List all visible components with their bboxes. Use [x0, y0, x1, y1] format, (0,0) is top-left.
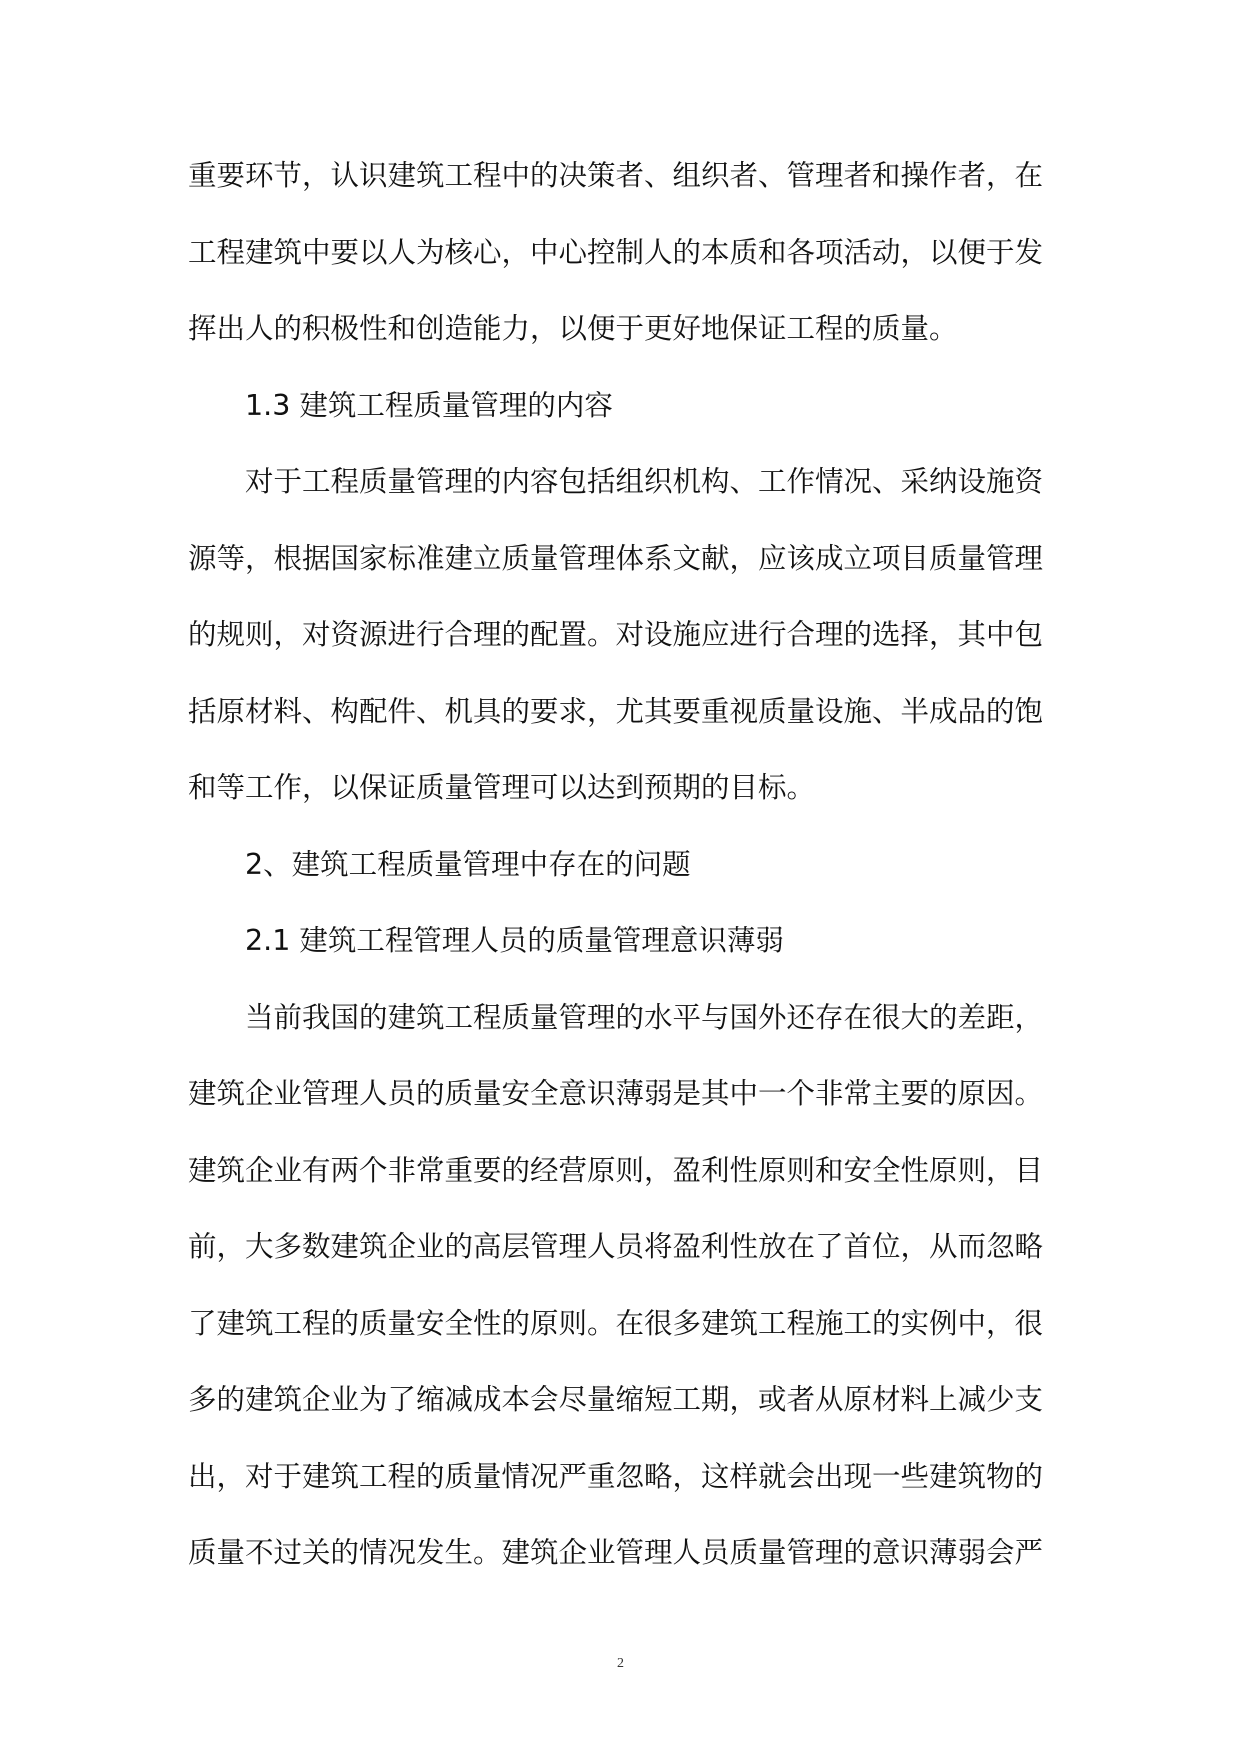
text-line: 2.1 建筑工程管理人员的质量管理意识薄弱: [245, 924, 784, 957]
text-line: 了建筑工程的质量安全性的原则。在很多建筑工程施工的实例中，很: [188, 1306, 1044, 1340]
text-line: 括原材料、构配件、机具的要求，尤其要重视质量设施、半成品的饱: [188, 694, 1044, 728]
text-line: 的规则，对资源进行合理的配置。对设施应进行合理的选择，其中包: [188, 618, 1044, 651]
text-line: 源等，根据国家标准建立质量管理体系文献，应该成立项目质量管理: [188, 541, 1044, 575]
text-line: 和等工作，以保证质量管理可以达到预期的目标。: [188, 771, 816, 804]
text-line: 挥出人的积极性和创造能力，以便于更好地保证工程的质量。: [188, 312, 958, 345]
text-line: 质量不过关的情况发生。建筑企业管理人员质量管理的意识薄弱会严: [188, 1536, 1044, 1569]
text-line: 对于工程质量管理的内容包括组织机构、工作情况、采纳设施资: [245, 465, 1044, 498]
text-line: 2、建筑工程质量管理中存在的问题: [245, 847, 691, 881]
text-line: 1.3 建筑工程质量管理的内容: [245, 388, 613, 422]
text-line: 重要环节，认识建筑工程中的决策者、组织者、管理者和操作者，在: [188, 159, 1044, 192]
page-number: 2: [617, 1656, 624, 1671]
text-line: 前，大多数建筑企业的高层管理人员将盈利性放在了首位，从而忽略: [188, 1230, 1044, 1263]
text-line: 建筑企业有两个非常重要的经营原则，盈利性原则和安全性原则，目: [188, 1153, 1044, 1187]
document-body: [188, 138, 1068, 1592]
text-line: 当前我国的建筑工程质量管理的水平与国外还存在很大的差距，: [245, 1000, 1044, 1034]
text-line: 工程建筑中要以人为核心，中心控制人的本质和各项活动，以便于发: [188, 235, 1044, 269]
text-line: 出，对于建筑工程的质量情况严重忽略，这样就会出现一些建筑物的: [188, 1459, 1044, 1493]
text-line: 多的建筑企业为了缩减成本会尽量缩短工期，或者从原材料上减少支: [188, 1383, 1044, 1416]
text-line: 建筑企业管理人员的质量安全意识薄弱是其中一个非常主要的原因。: [188, 1077, 1044, 1110]
